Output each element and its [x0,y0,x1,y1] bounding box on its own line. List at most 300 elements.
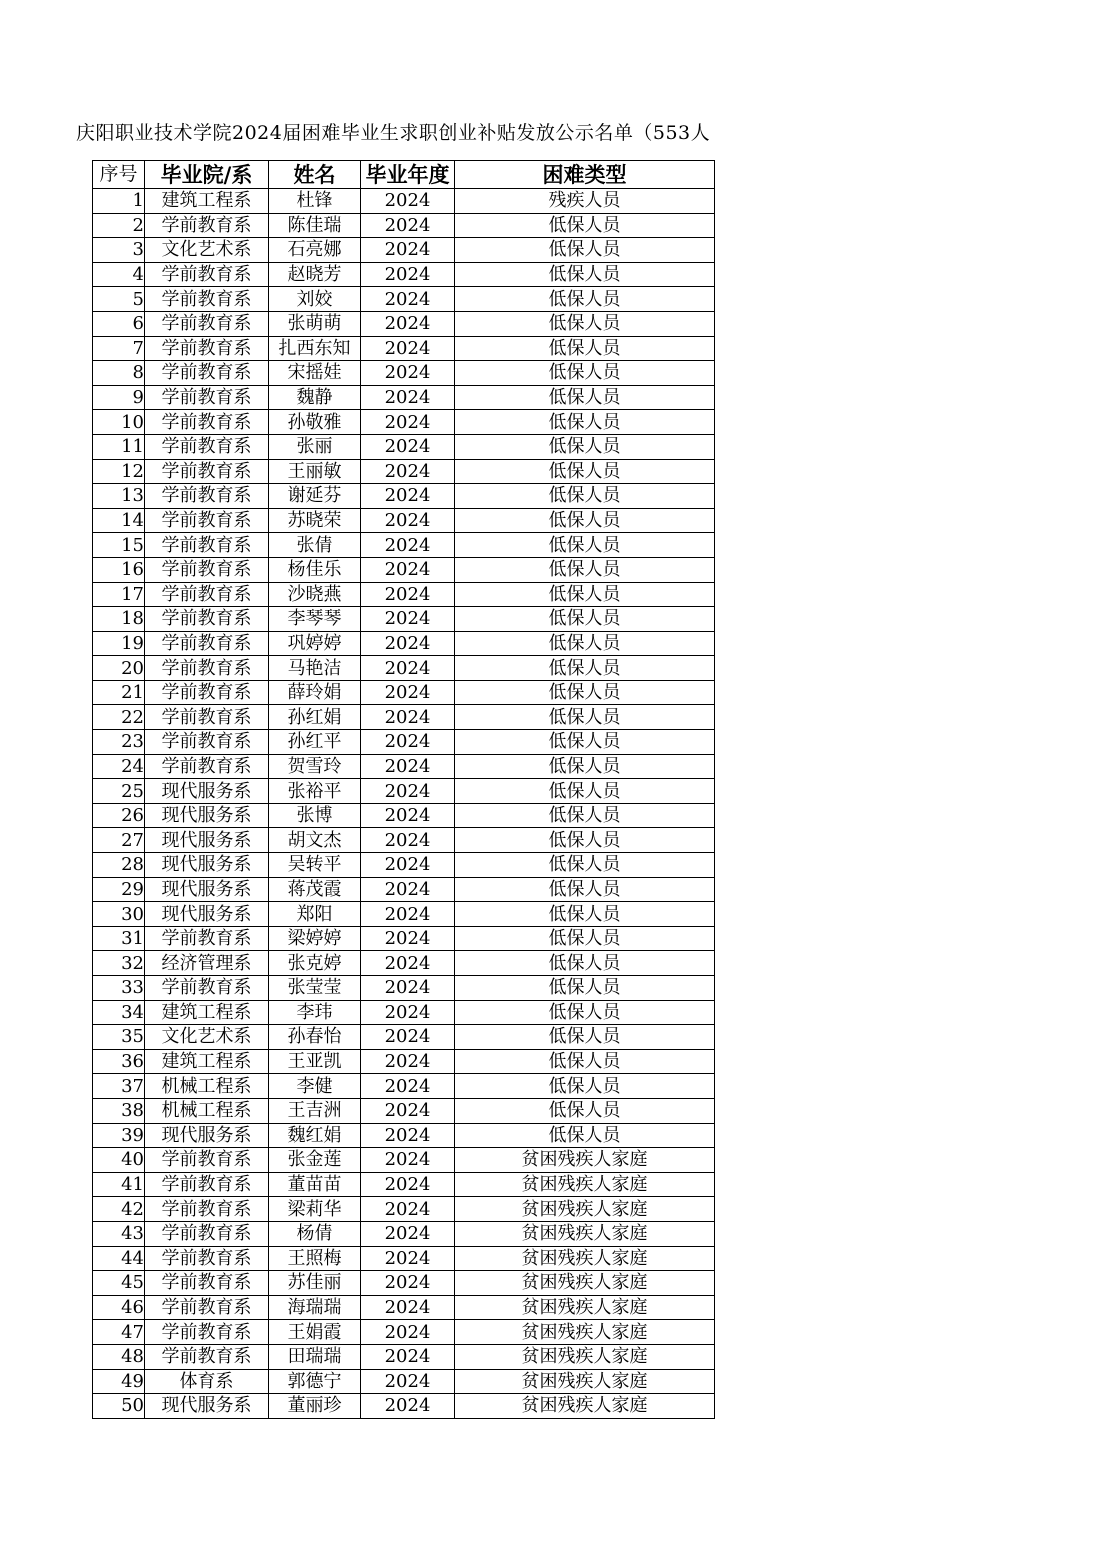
cell-year: 2024 [361,1344,455,1369]
cell-year: 2024 [361,976,455,1001]
cell-year: 2024 [361,508,455,533]
cell-year: 2024 [361,434,455,459]
cell-name: 王吉洲 [269,1098,361,1123]
cell-seq: 17 [93,582,145,607]
cell-year: 2024 [361,680,455,705]
cell-seq: 36 [93,1049,145,1074]
cell-type: 低保人员 [455,1049,715,1074]
cell-type: 贫困残疾人家庭 [455,1148,715,1173]
header-name: 姓名 [269,161,361,189]
cell-type: 贫困残疾人家庭 [455,1172,715,1197]
cell-dept: 现代服务系 [145,877,269,902]
cell-seq: 47 [93,1320,145,1345]
cell-name: 张倩 [269,533,361,558]
cell-seq: 34 [93,1000,145,1025]
cell-type: 低保人员 [455,484,715,509]
cell-name: 杨倩 [269,1221,361,1246]
cell-seq: 44 [93,1246,145,1271]
cell-dept: 经济管理系 [145,951,269,976]
cell-type: 低保人员 [455,361,715,386]
header-seq: 序号 [93,161,145,189]
table-row [93,1271,715,1296]
cell-dept: 学前教育系 [145,533,269,558]
cell-year: 2024 [361,1271,455,1296]
cell-seq: 22 [93,705,145,730]
cell-name: 胡文杰 [269,828,361,853]
cell-seq: 28 [93,853,145,878]
table-row [93,1369,715,1394]
cell-seq: 31 [93,926,145,951]
cell-seq: 12 [93,459,145,484]
cell-seq: 14 [93,508,145,533]
cell-year: 2024 [361,1295,455,1320]
cell-type: 低保人员 [455,976,715,1001]
cell-dept: 学前教育系 [145,484,269,509]
cell-type: 低保人员 [455,853,715,878]
cell-dept: 学前教育系 [145,557,269,582]
cell-type: 低保人员 [455,1123,715,1148]
cell-year: 2024 [361,926,455,951]
cell-dept: 现代服务系 [145,803,269,828]
cell-dept: 学前教育系 [145,1246,269,1271]
cell-type: 贫困残疾人家庭 [455,1246,715,1271]
cell-name: 孙红娟 [269,705,361,730]
cell-dept: 建筑工程系 [145,1049,269,1074]
table-row [93,754,715,779]
cell-year: 2024 [361,385,455,410]
cell-dept: 建筑工程系 [145,189,269,214]
cell-year: 2024 [361,656,455,681]
cell-type: 贫困残疾人家庭 [455,1295,715,1320]
table-row [93,828,715,853]
cell-dept: 体育系 [145,1369,269,1394]
table-row [93,262,715,287]
cell-type: 低保人员 [455,1025,715,1050]
cell-type: 贫困残疾人家庭 [455,1394,715,1419]
cell-year: 2024 [361,853,455,878]
cell-name: 梁婷婷 [269,926,361,951]
cell-seq: 37 [93,1074,145,1099]
cell-year: 2024 [361,877,455,902]
cell-name: 李玮 [269,1000,361,1025]
cell-year: 2024 [361,1246,455,1271]
cell-type: 低保人员 [455,410,715,435]
cell-type: 低保人员 [455,385,715,410]
cell-seq: 30 [93,902,145,927]
cell-seq: 49 [93,1369,145,1394]
cell-dept: 文化艺术系 [145,1025,269,1050]
cell-type: 低保人员 [455,779,715,804]
cell-year: 2024 [361,828,455,853]
cell-seq: 46 [93,1295,145,1320]
cell-type: 残疾人员 [455,189,715,214]
cell-year: 2024 [361,631,455,656]
cell-year: 2024 [361,705,455,730]
table-row [93,189,715,214]
cell-type: 贫困残疾人家庭 [455,1271,715,1296]
cell-name: 董丽珍 [269,1394,361,1419]
cell-seq: 7 [93,336,145,361]
table-row [93,287,715,312]
cell-name: 薛玲娟 [269,680,361,705]
cell-seq: 5 [93,287,145,312]
cell-type: 低保人员 [455,656,715,681]
header-dept: 毕业院/系 [145,161,269,189]
cell-year: 2024 [361,1098,455,1123]
cell-year: 2024 [361,902,455,927]
cell-name: 孙春怡 [269,1025,361,1050]
cell-seq: 41 [93,1172,145,1197]
cell-name: 魏静 [269,385,361,410]
document-title: 庆阳职业技术学院2024届困难毕业生求职创业补贴发放公示名单（553人 [76,122,711,144]
cell-seq: 10 [93,410,145,435]
cell-type: 低保人员 [455,803,715,828]
cell-name: 张博 [269,803,361,828]
table-row [93,1172,715,1197]
cell-year: 2024 [361,607,455,632]
cell-year: 2024 [361,557,455,582]
cell-seq: 39 [93,1123,145,1148]
cell-year: 2024 [361,730,455,755]
cell-year: 2024 [361,1369,455,1394]
cell-seq: 42 [93,1197,145,1222]
cell-name: 张莹莹 [269,976,361,1001]
cell-type: 低保人员 [455,730,715,755]
cell-name: 苏晓荣 [269,508,361,533]
table-row [93,533,715,558]
cell-type: 贫困残疾人家庭 [455,1197,715,1222]
cell-name: 张金莲 [269,1148,361,1173]
cell-type: 低保人员 [455,336,715,361]
cell-year: 2024 [361,1394,455,1419]
cell-seq: 43 [93,1221,145,1246]
cell-dept: 学前教育系 [145,582,269,607]
cell-year: 2024 [361,238,455,263]
cell-type: 低保人员 [455,1074,715,1099]
table-row [93,238,715,263]
cell-name: 陈佳瑞 [269,213,361,238]
cell-seq: 18 [93,607,145,632]
cell-seq: 9 [93,385,145,410]
table-row [93,607,715,632]
cell-type: 低保人员 [455,238,715,263]
cell-name: 刘姣 [269,287,361,312]
table-row [93,385,715,410]
cell-dept: 学前教育系 [145,1221,269,1246]
cell-seq: 45 [93,1271,145,1296]
table-row [93,1148,715,1173]
table-row [93,582,715,607]
table-row [93,1098,715,1123]
cell-seq: 38 [93,1098,145,1123]
cell-dept: 学前教育系 [145,1344,269,1369]
cell-name: 蒋茂霞 [269,877,361,902]
cell-type: 贫困残疾人家庭 [455,1320,715,1345]
table-row [93,459,715,484]
cell-name: 巩婷婷 [269,631,361,656]
cell-name: 海瑞瑞 [269,1295,361,1320]
cell-name: 郭德宁 [269,1369,361,1394]
cell-year: 2024 [361,1172,455,1197]
table-row [93,410,715,435]
table-row [93,336,715,361]
table-row [93,656,715,681]
table-row [93,213,715,238]
cell-year: 2024 [361,336,455,361]
cell-type: 低保人员 [455,287,715,312]
cell-year: 2024 [361,533,455,558]
table-header-row [93,161,715,189]
cell-dept: 学前教育系 [145,361,269,386]
cell-year: 2024 [361,1148,455,1173]
cell-seq: 1 [93,189,145,214]
table-row [93,1320,715,1345]
cell-dept: 学前教育系 [145,1197,269,1222]
cell-year: 2024 [361,1197,455,1222]
table-row [93,508,715,533]
cell-year: 2024 [361,1000,455,1025]
cell-seq: 27 [93,828,145,853]
cell-name: 杨佳乐 [269,557,361,582]
table-row [93,1221,715,1246]
cell-dept: 学前教育系 [145,311,269,336]
cell-dept: 文化艺术系 [145,238,269,263]
cell-name: 孙红平 [269,730,361,755]
cell-type: 低保人员 [455,459,715,484]
cell-seq: 8 [93,361,145,386]
cell-seq: 11 [93,434,145,459]
cell-type: 低保人员 [455,607,715,632]
table-row [93,434,715,459]
cell-name: 李琴琴 [269,607,361,632]
cell-dept: 学前教育系 [145,1320,269,1345]
cell-type: 低保人员 [455,262,715,287]
cell-seq: 33 [93,976,145,1001]
cell-seq: 35 [93,1025,145,1050]
cell-dept: 建筑工程系 [145,1000,269,1025]
table-row [93,1049,715,1074]
cell-name: 魏红娟 [269,1123,361,1148]
cell-seq: 15 [93,533,145,558]
cell-year: 2024 [361,459,455,484]
cell-seq: 24 [93,754,145,779]
cell-name: 贺雪玲 [269,754,361,779]
cell-dept: 学前教育系 [145,1172,269,1197]
table-row [93,1295,715,1320]
cell-type: 贫困残疾人家庭 [455,1369,715,1394]
cell-dept: 机械工程系 [145,1098,269,1123]
cell-seq: 50 [93,1394,145,1419]
cell-type: 低保人员 [455,754,715,779]
cell-year: 2024 [361,1025,455,1050]
cell-type: 低保人员 [455,213,715,238]
table-row [93,779,715,804]
cell-name: 梁莉华 [269,1197,361,1222]
cell-year: 2024 [361,262,455,287]
table-row [93,877,715,902]
cell-year: 2024 [361,1074,455,1099]
cell-dept: 现代服务系 [145,1123,269,1148]
table-row [93,557,715,582]
cell-name: 谢延芬 [269,484,361,509]
cell-year: 2024 [361,361,455,386]
cell-seq: 21 [93,680,145,705]
cell-dept: 学前教育系 [145,680,269,705]
table-row [93,951,715,976]
cell-dept: 学前教育系 [145,705,269,730]
cell-dept: 学前教育系 [145,434,269,459]
cell-name: 张裕平 [269,779,361,804]
cell-year: 2024 [361,410,455,435]
cell-seq: 2 [93,213,145,238]
cell-type: 低保人员 [455,680,715,705]
cell-dept: 学前教育系 [145,262,269,287]
table-row [93,705,715,730]
table-row [93,1394,715,1419]
cell-name: 苏佳丽 [269,1271,361,1296]
cell-dept: 学前教育系 [145,656,269,681]
cell-year: 2024 [361,1320,455,1345]
cell-type: 低保人员 [455,508,715,533]
cell-year: 2024 [361,484,455,509]
cell-name: 沙晓燕 [269,582,361,607]
table-row [93,1197,715,1222]
cell-type: 贫困残疾人家庭 [455,1344,715,1369]
cell-name: 张萌萌 [269,311,361,336]
roster-table [92,160,715,1419]
cell-seq: 20 [93,656,145,681]
cell-dept: 学前教育系 [145,459,269,484]
cell-year: 2024 [361,803,455,828]
cell-seq: 4 [93,262,145,287]
table-row [93,853,715,878]
cell-name: 宋摇娃 [269,361,361,386]
header-year: 毕业年度 [361,161,455,189]
cell-name: 吴转平 [269,853,361,878]
cell-seq: 13 [93,484,145,509]
cell-type: 低保人员 [455,1098,715,1123]
cell-name: 李健 [269,1074,361,1099]
cell-type: 低保人员 [455,533,715,558]
cell-dept: 机械工程系 [145,1074,269,1099]
table-row [93,803,715,828]
cell-dept: 学前教育系 [145,926,269,951]
table-row [93,1025,715,1050]
cell-year: 2024 [361,582,455,607]
cell-year: 2024 [361,287,455,312]
cell-type: 低保人员 [455,582,715,607]
table-row [93,311,715,336]
cell-type: 低保人员 [455,434,715,459]
cell-seq: 6 [93,311,145,336]
cell-dept: 学前教育系 [145,1148,269,1173]
cell-dept: 学前教育系 [145,385,269,410]
cell-year: 2024 [361,951,455,976]
cell-dept: 学前教育系 [145,508,269,533]
table-row [93,1123,715,1148]
cell-dept: 现代服务系 [145,1394,269,1419]
cell-name: 石亮娜 [269,238,361,263]
cell-name: 杜锋 [269,189,361,214]
cell-name: 孙敬雅 [269,410,361,435]
cell-type: 低保人员 [455,877,715,902]
cell-year: 2024 [361,1049,455,1074]
cell-type: 低保人员 [455,926,715,951]
cell-year: 2024 [361,754,455,779]
cell-dept: 学前教育系 [145,1295,269,1320]
cell-year: 2024 [361,311,455,336]
cell-dept: 学前教育系 [145,336,269,361]
table-row [93,730,715,755]
cell-dept: 现代服务系 [145,853,269,878]
cell-dept: 现代服务系 [145,902,269,927]
cell-seq: 23 [93,730,145,755]
cell-seq: 26 [93,803,145,828]
cell-seq: 3 [93,238,145,263]
table-row [93,1000,715,1025]
table-row [93,1246,715,1271]
cell-type: 低保人员 [455,902,715,927]
table-row [93,680,715,705]
cell-dept: 现代服务系 [145,828,269,853]
cell-type: 低保人员 [455,705,715,730]
cell-seq: 48 [93,1344,145,1369]
cell-type: 贫困残疾人家庭 [455,1221,715,1246]
cell-dept: 学前教育系 [145,976,269,1001]
cell-dept: 学前教育系 [145,410,269,435]
cell-year: 2024 [361,1123,455,1148]
cell-name: 张克婷 [269,951,361,976]
cell-name: 郑阳 [269,902,361,927]
cell-name: 马艳洁 [269,656,361,681]
cell-seq: 25 [93,779,145,804]
table-body [93,189,715,1419]
table-row [93,484,715,509]
table-row [93,976,715,1001]
table-row [93,631,715,656]
cell-name: 田瑞瑞 [269,1344,361,1369]
cell-seq: 29 [93,877,145,902]
cell-dept: 学前教育系 [145,213,269,238]
cell-name: 王娟霞 [269,1320,361,1345]
cell-dept: 学前教育系 [145,1271,269,1296]
cell-name: 王亚凯 [269,1049,361,1074]
header-type: 困难类型 [455,161,715,189]
table-row [93,902,715,927]
cell-dept: 学前教育系 [145,754,269,779]
table-row [93,1344,715,1369]
cell-dept: 学前教育系 [145,730,269,755]
cell-seq: 32 [93,951,145,976]
cell-name: 董苗苗 [269,1172,361,1197]
cell-type: 低保人员 [455,557,715,582]
cell-year: 2024 [361,779,455,804]
cell-name: 扎西东知 [269,336,361,361]
cell-seq: 16 [93,557,145,582]
cell-type: 低保人员 [455,311,715,336]
cell-year: 2024 [361,1221,455,1246]
cell-name: 张丽 [269,434,361,459]
cell-seq: 40 [93,1148,145,1173]
cell-type: 低保人员 [455,951,715,976]
table-row [93,926,715,951]
cell-year: 2024 [361,213,455,238]
cell-dept: 学前教育系 [145,287,269,312]
cell-type: 低保人员 [455,631,715,656]
table-row [93,1074,715,1099]
table-row [93,361,715,386]
cell-name: 赵晓芳 [269,262,361,287]
